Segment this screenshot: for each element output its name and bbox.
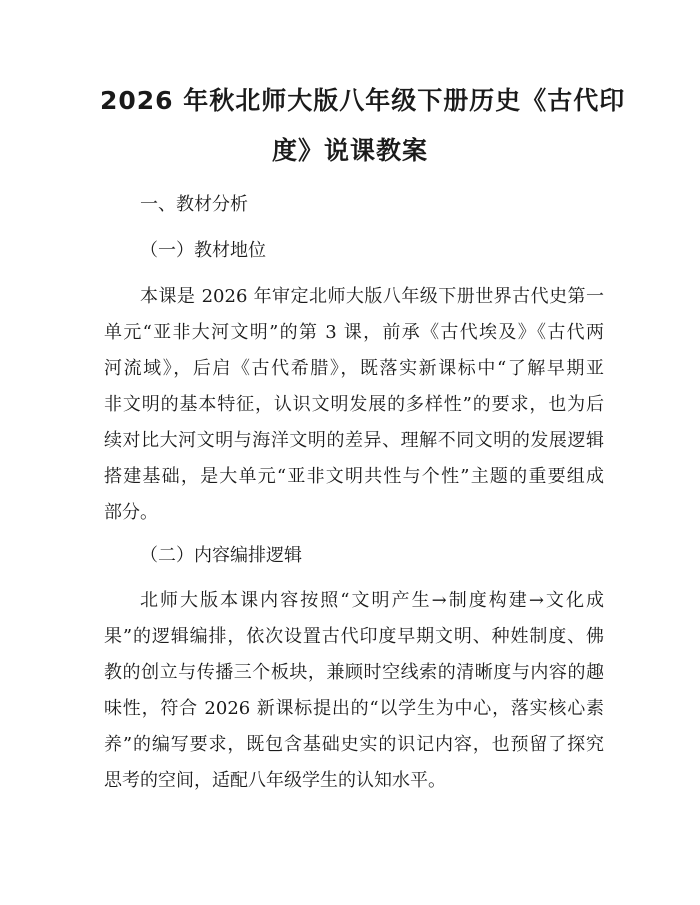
subsection-heading-content-logic: （二）内容编排逻辑 xyxy=(140,545,302,566)
paragraph-line: 味性，符合 2026 新课标提出的“以学生为中心，落实核心素 xyxy=(104,698,604,719)
paragraph-line: 河流域》，后启《古代希腊》，既落实新课标中“了解早期亚 xyxy=(104,358,604,379)
paragraph-line: 果”的逻辑编排，依次设置古代印度早期文明、种姓制度、佛 xyxy=(104,626,604,647)
paragraph-textbook-position xyxy=(104,279,604,531)
paragraph-line: 思考的空间，适配八年级学生的认知水平。 xyxy=(104,770,446,791)
paragraph-line: 教的创立与传播三个板块，兼顾时空线索的清晰度与内容的趣 xyxy=(104,662,604,683)
section-heading-textbook-analysis: 一、教材分析 xyxy=(140,194,248,215)
paragraph-line: 部分。 xyxy=(104,502,158,523)
subsection-heading-textbook-position: （一）教材地位 xyxy=(140,240,266,261)
paragraph-line: 非文明的基本特征，认识文明发展的多样性”的要求，也为后 xyxy=(104,394,604,415)
paragraph-line: 搭建基础，是大单元“亚非文明共性与个性”主题的重要组成 xyxy=(104,466,604,487)
title-line-1: 2026 年秋北师大版八年级下册历史《古代印 xyxy=(100,86,626,115)
paragraph-line: 养”的编写要求，既包含基础史实的识记内容，也预留了探究 xyxy=(104,734,604,755)
paragraph-line: 北师大版本课内容按照“文明产生→制度构建→文化成 xyxy=(140,590,604,611)
document-title xyxy=(100,76,626,176)
paragraph-content-logic xyxy=(104,583,604,799)
paragraph-line: 续对比大河文明与海洋文明的差异、理解不同文明的发展逻辑 xyxy=(104,430,604,451)
title-line-2: 度》说课教案 xyxy=(271,136,428,165)
paragraph-line: 本课是 2026 年审定北师大版八年级下册世界古代史第一 xyxy=(140,286,604,307)
paragraph-line: 单元“亚非大河文明”的第 3 课，前承《古代埃及》《古代两 xyxy=(104,322,604,343)
